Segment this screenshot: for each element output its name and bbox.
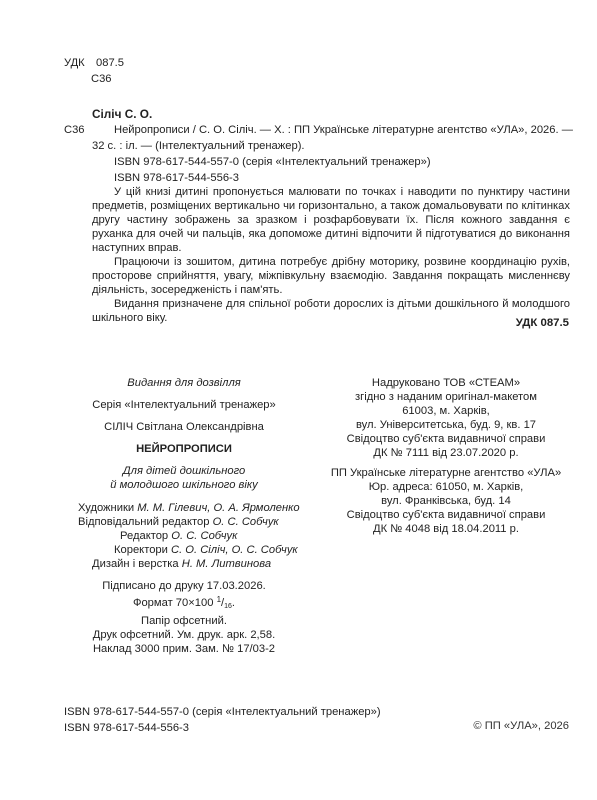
credit-role: Коректори	[114, 544, 168, 556]
annotation-paragraph: Працюючи із зошитом, дитина потребує дрібну моторику, розвине координацію рухів, просторове сприйняття, увагу, міжпівкульну взаємодію. Завдання покращать мисленнєву діяльність, зосередженість і пам'ять.	[92, 256, 570, 296]
book-title: НЕЙРОПРОПИСИ	[136, 443, 232, 455]
publication-details	[64, 376, 304, 656]
annotation-paragraph: У цій книзі дитині пропонується малювати по точках і наводити по пунктиру частини предметів, розміщених вертикально чи горизонтально, а також домальовувати по клітинках другу частину зображень за зразком і розфарбовувати їх. Після кожного завдання є руханка для очей чи пальців, яка допоможе дитині відпочити й підготуватися до виконання наступних вправ.	[92, 186, 570, 254]
udk-label: УДК	[64, 57, 85, 69]
credit-role: Редактор	[120, 530, 169, 542]
footer-isbn: ISBN 978-617-544-556-3	[64, 722, 190, 734]
bib-description: Нейропрописи / С. О. Сіліч. — Х. : ПП Українське літературне агентство «УЛА», 2026. —	[114, 124, 573, 136]
credit-role: Дизайн і верстка	[92, 558, 179, 570]
printer-line: Надруковано ТОВ «СТЕАМ»	[371, 377, 521, 389]
format-prefix: Формат 70×100	[132, 597, 214, 609]
paper: Папір офсетний.	[141, 615, 227, 627]
printer-publisher	[318, 376, 574, 536]
bib-pages: 32 с. : іл. — (Інтелектуальний тренажер).	[92, 140, 305, 152]
annotation-paragraph: Видання призначене для спільної роботи дорослих із дітьми дошкільного й молодшого шкільного віку.	[92, 298, 570, 324]
edition-type: Видання для дозвілля	[127, 377, 241, 389]
printer-line: ДК № 7111 від 23.07.2020 р.	[373, 447, 519, 459]
credit-line	[64, 557, 304, 571]
credit-names: М. М. Гілевич, О. А. Ярмоленко	[137, 502, 300, 514]
bib-author: Сіліч С. О.	[92, 107, 153, 121]
printer-line: 61003, м. Харків,	[402, 405, 490, 417]
printer-line: Свідоцтво суб'єкта видавничої справи	[346, 433, 546, 445]
udk-right: УДК 087.5	[515, 317, 569, 329]
audience-line: Для дітей дошкільного	[122, 465, 246, 477]
format-denominator: 16	[224, 603, 232, 610]
format-suffix: .	[231, 597, 236, 609]
signed-date: Підписано до друку 17.03.2026.	[102, 580, 266, 592]
print-run: Наклад 3000 прим. Зам. № 17/03-2	[92, 643, 276, 655]
audience-line: й молодшого шкільного віку	[110, 479, 258, 491]
bib-isbn: ISBN 978-617-544-556-3	[114, 172, 240, 184]
publisher-line: ДК № 4048 від 18.04.2011 р.	[373, 523, 519, 535]
print-info: Друк офсетний. Ум. друк. арк. 2,58.	[92, 629, 276, 641]
format: Формат 70×100 $^1/_{16}$.	[132, 595, 236, 610]
publisher-line: ПП Українське літературне агентство «УЛА»	[330, 467, 562, 479]
credit-line	[64, 529, 304, 543]
author-full-name: СІЛІЧ Світлана Олександрівна	[104, 421, 264, 433]
series: Серія «Інтелектуальний тренажер»	[92, 399, 276, 411]
publisher-line: Юр. адреса: 61050, м. Харків,	[368, 481, 524, 493]
bib-isbn-series: ISBN 978-617-544-557-0 (серія «Інтелектуальний тренажер»)	[114, 156, 431, 168]
copyright: © ПП «УЛА», 2026	[473, 720, 569, 732]
annotation	[92, 185, 570, 325]
credit-names: С. О. Сіліч, О. С. Собчук	[171, 544, 298, 556]
credit-role: Художники	[78, 502, 135, 514]
credit-names: О. С. Собчук	[212, 516, 279, 528]
publisher-line: вул. Франківська, буд. 14	[381, 495, 511, 507]
credit-role: Відповідальний редактор	[78, 516, 210, 528]
udk-classmark: С36	[91, 73, 112, 85]
printer-line: вул. Університетська, буд. 9, кв. 17	[355, 419, 537, 431]
bib-classmark: С36	[64, 124, 85, 136]
printer-line: згідно з наданим оригінал-макетом	[355, 391, 537, 403]
credit-line	[64, 543, 304, 557]
credit-line	[64, 501, 304, 515]
credit-names: Н. М. Литвинова	[181, 558, 272, 570]
credit-names: О. С. Собчук	[171, 530, 238, 542]
format-numerator: 1	[216, 595, 222, 604]
footer-isbn-series: ISBN 978-617-544-557-0 (серія «Інтелектуальний тренажер»)	[64, 706, 381, 718]
credit-line	[64, 515, 304, 529]
udk-code: 087.5	[96, 57, 124, 69]
publisher-line: Свідоцтво суб'єкта видавничої справи	[346, 509, 546, 521]
